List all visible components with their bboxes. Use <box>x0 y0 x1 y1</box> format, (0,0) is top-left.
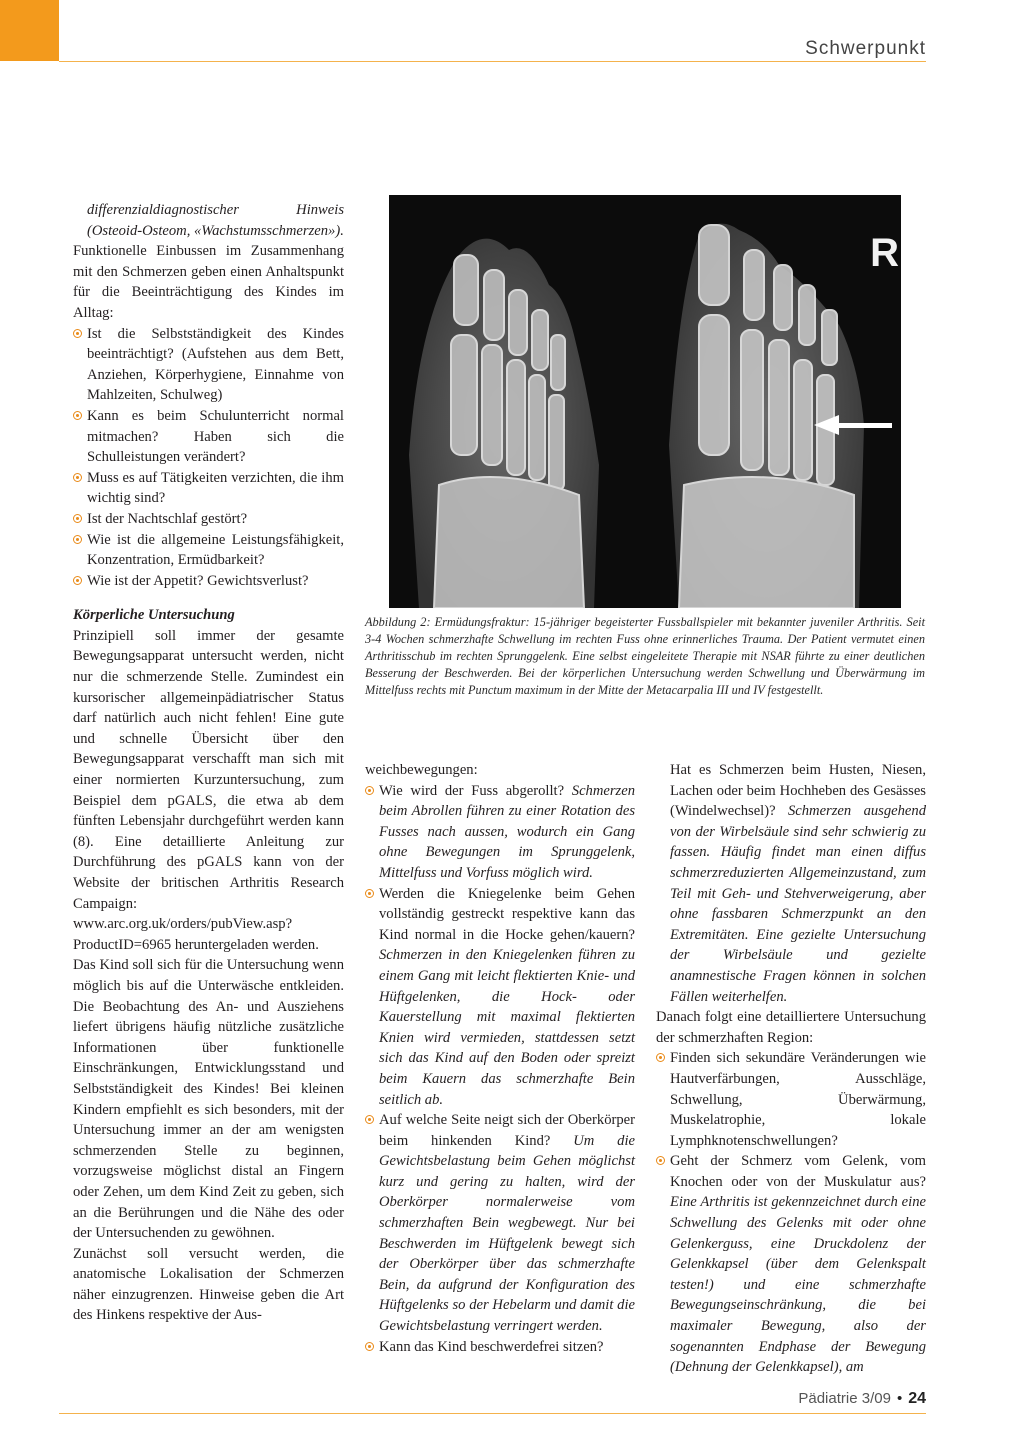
paragraph: weichbewegungen: <box>365 762 478 778</box>
column-left <box>73 200 344 1326</box>
list-item: Kann das Kind beschwerdefrei sitzen? <box>365 1337 635 1358</box>
footer-rule <box>59 1413 926 1414</box>
bullet-icon <box>73 514 82 523</box>
list-item: Werden die Kniegelenke beim Gehen vollständig gestreckt respektive kann das Kind normal in die Hocke gehen/kauern? Schmerzen in den Kniegelenken führen zu einem Gang mit leicht flektierten Knie- und Hüftgelenken, die Hock- oder Kauerstellung mit maximal flektierten Knien wird vermieden, stattdessen setzt sich das Kind auf den Boden oder spreizt beim Kauern das schmerzhafte Bein seitlich ab. <box>365 884 635 1111</box>
paragraph: Danach folgt eine detailliertere Untersuchung der schmerzhaften Region: <box>656 1009 926 1046</box>
bullet-icon <box>73 535 82 544</box>
column-right <box>656 760 926 1378</box>
bullet-icon <box>73 411 82 420</box>
question-list <box>73 324 344 592</box>
paragraph: Funktionelle Einbussen im Zusammenhang mit den Schmerzen geben einen Anhaltspunkt für die Beeinträchtigung des Kindes im Alltag: <box>73 243 344 321</box>
list-item: Geht der Schmerz vom Gelenk, vom Knochen oder von der Muskulatur aus? Eine Arthritis ist gekennzeichnet durch eine Schwellung des Gelenks mit oder ohne Gelenkerguss, eine Druckdolenz der Gelenkkapsel (über dem Gelenkspalt testen!) und eine schmerzhafte Bewegungseinschränkung, die bei maximaler Bewegung, also der sogenannten Endphase der Bewegung (Dehnung der Gelenkkapsel), am <box>656 1151 926 1378</box>
bullet-icon <box>365 786 374 795</box>
list-item: Auf welche Seite neigt sich der Oberkörper beim hinkenden Kind? Um die Gewichtsbelastung beim Gehen möglichst kurz und gering zu halten, wird der Oberkörper normalerweise vom schmerzhaften Bein wegbewegt. Nur bei Beschwerden im Hüftgelenk bewegt sich der Oberkörper über das schmerzhafte Bein, da aufgrund der Konfiguration des Hüftgelenks so der Hebelarm und damit die Gewichtsbelastung verringert werden. <box>365 1110 635 1337</box>
separator-dot: • <box>896 1390 903 1407</box>
list-item: Wie ist der Appetit? Gewichtsverlust? <box>73 571 344 592</box>
list-item: Finden sich sekundäre Veränderungen wie Hautverfärbungen, Ausschläge, Schwellung, Überwärmung, Muskelatrophie, lokale Lymphknotenschwellungen? <box>656 1048 926 1151</box>
header-rule <box>59 61 926 62</box>
bullet-icon <box>73 329 82 338</box>
section-title: Schwerpunkt <box>805 38 926 59</box>
bullet-icon <box>73 473 82 482</box>
section-heading: Körperliche Untersuchung <box>73 607 235 624</box>
paragraph: Hat es Schmerzen beim Husten, Niesen, Lachen oder beim Hochheben des Gesässes (Windelwechsel)? Schmerzen ausgehend von der Wirbelsäule sind sehr schwierig zu fassen. Häufig findet man einen diffus schmerzreduzierten Allgemeinzustand, zum Teil mit Geh- und Stehverweigerung, aber ohne fassbaren Schmerzpunkt an den Extremitäten. Eine gezielte Untersuchung der Wirbelsäule und gezielte anamnestische Fragen können in solchen Fällen weiterhelfen. <box>670 762 926 1005</box>
column-middle <box>365 760 635 1357</box>
list-item: Wie ist die allgemeine Leistungsfähigkeit, Konzentration, Ermüdbarkeit? <box>73 530 344 571</box>
bullet-icon <box>656 1053 665 1062</box>
bullet-icon <box>365 1115 374 1124</box>
list-item: Ist die Selbstständigkeit des Kindes beeinträchtigt? (Aufstehen aus dem Bett, Anziehen, Körperhygiene, Einnahme von Mahlzeiten, Schulweg) <box>73 324 344 406</box>
page-number: 24 <box>908 1390 926 1407</box>
bullet-icon <box>656 1156 665 1165</box>
list-item: Kann es beim Schulunterricht normal mitmachen? Haben sich die Schulleistungen verändert? <box>73 406 344 468</box>
paragraph: Zunächst soll versucht werden, die anatomische Lokalisation der Schmerzen näher einzugrenzen. Hinweise geben die Art des Hinkens respektive der Aus- <box>73 1245 344 1324</box>
journal-issue: Pädiatrie 3/09 <box>798 1390 891 1407</box>
bullet-icon <box>73 576 82 585</box>
bullet-icon <box>365 889 374 898</box>
xray-figure <box>389 195 901 608</box>
orange-corner-tab <box>0 0 59 61</box>
page-footer <box>798 1390 926 1408</box>
list-item: Ist der Nachtschlaf gestört? <box>73 509 344 530</box>
intro-italic: differenzialdiagnostischer Hinweis (Osteoid-Osteom, «Wachstumsschmerzen»). <box>87 202 344 239</box>
list-item: Muss es auf Tätigkeiten verzichten, die ihm wichtig sind? <box>73 468 344 509</box>
list-item: Wie wird der Fuss abgerollt? Schmerzen beim Abrollen führen zu einer Rotation des Fusses nach aussen, wodurch ein Gang ohne Bewegungen im Sprunggelenk, Mittelfuss und Vorfuss möglich wird. <box>365 781 635 884</box>
question-list <box>365 781 635 1358</box>
paragraph: Das Kind soll sich für die Untersuchung wenn möglich bis auf die Unterwäsche entkleiden. Die Beobachtung des An- und Ausziehens liefert übrigens häufig nützliche zusätzliche Informationen über funktionelle Einschränkungen, Entwicklungsstand und Selbstständigkeit des Kindes! Bei kleinen Kindern empfiehlt es sich besonders, mit der Untersuchung immer an der am wenigsten schmerzenden Stelle zu beginnen, vorzugsweise möglichst distal an Fingern oder Zehen, um dem Kind Zeit zu geben, sich an die Berührungen und die Nähe des oder der Untersuchenden zu gewöhnen. <box>73 957 344 1242</box>
xray-image <box>389 195 901 608</box>
question-list <box>656 1048 926 1378</box>
bullet-icon <box>365 1342 374 1351</box>
figure-caption: Abbildung 2: Ermüdungsfraktur: 15-jähriger begeisterter Fussballspieler mit bekannter juveniler Arthritis. Seit 3-4 Wochen schmerzhafte Schwellung im rechten Fuss ohne erinnerliches Trauma. Der Patient vermutet einen Arthritisschub im rechten Sprunggelenk. Eine selbst eingeleitete Therapie mit NSAR führte zu einer deutlichen Besserung der Beschwerden. Bei der körperlichen Untersuchung werden Schwellung und Überwärmung im Mittelfuss rechts mit Punctum maximum in der Mitte der Metacarpalia III und IV festgestellt. <box>365 615 925 697</box>
side-marker: R <box>870 231 899 275</box>
paragraph: Prinzipiell soll immer der gesamte Bewegungsapparat untersucht werden, nicht nur die schmerzende Stelle. Zumindest ein kursorischer allgemeinpädiatrischer Status darf natürlich auch nicht fehlen! Eine gute und schnelle Übersicht über den Bewegungsapparat verschafft man sich mit einer normierten Kurzuntersuchung, zum Beispiel dem pGALS, die etwa ab dem fünften Lebensjahr durchgeführt werden kann (8). Eine detaillierte Anleitung zur Durchführung des pGALS kann von der Website der britischen Arthritis Research Campaign: www.arc.org.uk/orders/pubView.asp?ProductID=6965 heruntergeladen werden. <box>73 627 344 953</box>
